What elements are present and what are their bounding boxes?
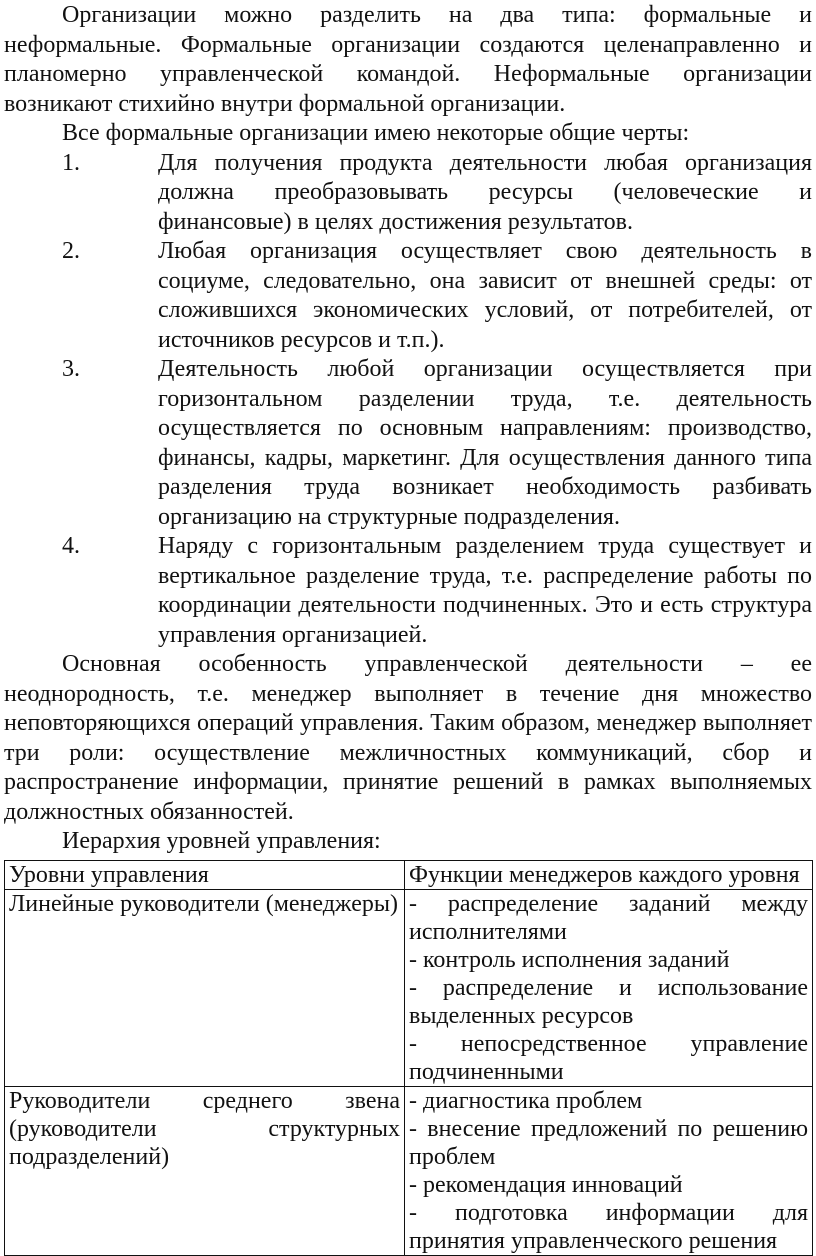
paragraph-organization-types: Организации можно разделить на два типа: формальные и неформальные. Формальные организации создаются целенаправленно и планомерно управленческой командой. Неформальные организации возникают стихийно внутри формальной организации. (4, 2, 812, 117)
paragraph-common-features-intro: Все формальные организации имею некоторые общие черты: (62, 120, 690, 146)
table-cell-level: Линейные руководители (менеджеры) (5, 889, 405, 1086)
list-item-number: 3. (62, 356, 80, 382)
table-cell-functions (405, 1086, 813, 1255)
list-item (4, 237, 812, 355)
function-item: - рекомендация инноваций (409, 1171, 683, 1198)
table-header-cell-levels: Уровни управления (5, 860, 405, 889)
list-item (4, 355, 812, 532)
table-cell-level: Руководители среднего звена (руководители структурных подразделений) (5, 1086, 405, 1255)
list-item-number: 2. (62, 238, 80, 264)
table-row (5, 1086, 813, 1255)
table-row (5, 889, 813, 1086)
function-item: - контроль исполнения заданий (409, 946, 730, 973)
function-item: - диагностика проблем (409, 1087, 643, 1114)
function-item: - распределение заданий между исполнителями (409, 890, 808, 945)
table-header-row (5, 860, 813, 889)
list-item-number: 1. (62, 149, 80, 176)
function-item: - распределение и использование выделенных ресурсов (409, 974, 808, 1029)
list-item-text: Деятельность любой организации осуществляется при горизонтальном разделении труда, т.е. деятельность осуществляется по основным направлениям: производство, финансы, кадры, маркетинг. Для осуществления данного типа разделения труда возникает необходимость разбивать организацию на структурные подразделения. (158, 356, 812, 530)
list-item (4, 149, 812, 238)
list-item-text: Любая организация осуществляет свою деятельность в социуме, следовательно, она зависит от внешней среды: от сложившихся экономических условий, от потребителей, от источников ресурсов и т.п.). (158, 238, 812, 353)
table-cell-functions (405, 889, 813, 1086)
function-item: - непосредственное управление подчиненными (409, 1030, 808, 1085)
list-item-text: Наряду с горизонтальным разделением труда существует и вертикальное разделение труда, т.е. распределение работы по координации деятельности подчиненных. Это и есть структура управления организацией. (158, 533, 812, 648)
features-list (4, 149, 812, 651)
document-page (4, 0, 812, 1256)
table-header-cell-functions: Функции менеджеров каждого уровня (405, 860, 813, 889)
paragraph-hierarchy-intro: Иерархия уровней управления: (62, 828, 381, 854)
function-item: - внесение предложений по решению проблем (409, 1115, 808, 1170)
management-levels-table (4, 860, 813, 1256)
function-item: - подготовка информации для принятия управленческого решения (409, 1199, 808, 1254)
list-item-number: 4. (62, 533, 80, 559)
list-item-text: Для получения продукта деятельности любая организация должна преобразовывать ресурсы (человеческие и финансовые) в целях достижения результатов. (158, 149, 812, 235)
list-item (4, 532, 812, 650)
paragraph-management-specifics: Основная особенность управленческой деятельности – ее неоднородность, т.е. менеджер выполняет в течение дня множество неповторяющихся операций управления. Таким образом, менеджер выполняет три роли: осуществление межличностных коммуникаций, сбор и распространение информации, принятие решений в рамках выполняемых должностных обязанностей. (4, 651, 812, 825)
